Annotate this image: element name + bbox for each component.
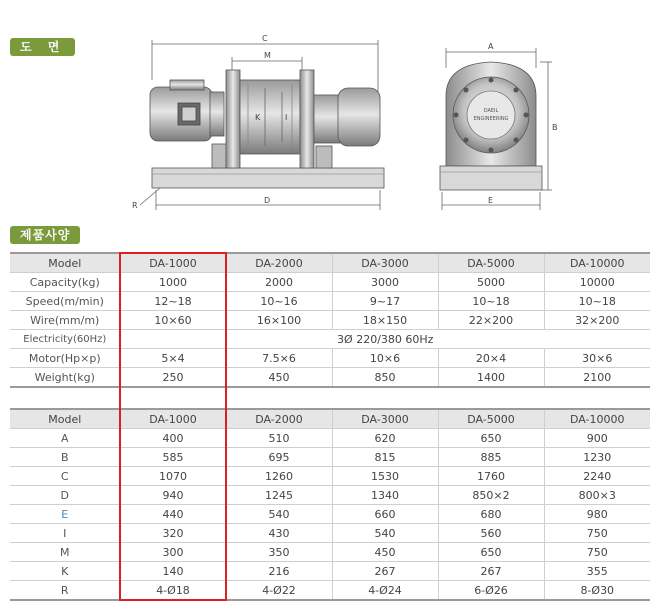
row-label: B [10, 448, 120, 467]
table-cell: 400 [120, 429, 226, 448]
table-cell: 1245 [226, 486, 332, 505]
table-row [10, 448, 650, 467]
svg-text:B: B [552, 123, 558, 132]
table-cell: 8-Ø30 [544, 581, 650, 601]
winch-technical-drawing [0, 0, 665, 220]
table-cell: 510 [226, 429, 332, 448]
table-cell: 10~18 [544, 292, 650, 311]
table-cell: 7.5×6 [226, 349, 332, 368]
table-cell: 12~18 [120, 292, 226, 311]
table-cell: 9~17 [332, 292, 438, 311]
table-cell: 300 [120, 543, 226, 562]
table-cell: 815 [332, 448, 438, 467]
table-cell: 1760 [438, 467, 544, 486]
table-cell: 1000 [120, 273, 226, 292]
drawing-section-title: 도 면 [10, 38, 75, 56]
svg-text:M: M [264, 51, 271, 60]
table-cell: 620 [332, 429, 438, 448]
table-cell: 560 [438, 524, 544, 543]
table-cell: 1400 [438, 368, 544, 388]
table-cell: 22×200 [438, 311, 544, 330]
svg-text:ENGINEERING: ENGINEERING [473, 116, 509, 122]
svg-text:D: D [264, 196, 271, 205]
table-cell: 10~18 [438, 292, 544, 311]
table-cell: 216 [226, 562, 332, 581]
svg-text:DAEIL: DAEIL [483, 108, 499, 114]
table-cell: 750 [544, 524, 650, 543]
svg-text:R: R [132, 201, 138, 210]
svg-text:I: I [285, 113, 288, 122]
table-header-row [10, 409, 650, 429]
row-label: E [10, 505, 120, 524]
table-cell: 800×3 [544, 486, 650, 505]
table-cell: 4-Ø24 [332, 581, 438, 601]
table-cell: 10000 [544, 273, 650, 292]
table-cell: 10~16 [226, 292, 332, 311]
table-cell: 1230 [544, 448, 650, 467]
table-row [10, 467, 650, 486]
table-cell: 850×2 [438, 486, 544, 505]
table-cell: 10×6 [332, 349, 438, 368]
table-cell: 10×60 [120, 311, 226, 330]
table-cell: 320 [120, 524, 226, 543]
table-row [10, 330, 650, 349]
spec-table-capacity [10, 252, 650, 388]
table-row [10, 486, 650, 505]
row-label: K [10, 562, 120, 581]
table-row [10, 292, 650, 311]
table-row [10, 581, 650, 601]
table-row [10, 273, 650, 292]
header-cell: DA-1000 [120, 409, 226, 429]
table-cell: 940 [120, 486, 226, 505]
svg-text:C: C [262, 34, 268, 43]
table-cell: 540 [332, 524, 438, 543]
row-label: Speed(m/min) [10, 292, 120, 311]
table-cell: 680 [438, 505, 544, 524]
table-cell: 4-Ø18 [120, 581, 226, 601]
table-cell: 30×6 [544, 349, 650, 368]
header-cell: DA-2000 [226, 253, 332, 273]
row-label: A [10, 429, 120, 448]
row-label: M [10, 543, 120, 562]
row-label: R [10, 581, 120, 601]
table-cell: 2000 [226, 273, 332, 292]
table-cell: 650 [438, 543, 544, 562]
row-label: I [10, 524, 120, 543]
svg-text:K: K [255, 113, 261, 122]
row-label: D [10, 486, 120, 505]
row-label: C [10, 467, 120, 486]
table-cell: 355 [544, 562, 650, 581]
table-cell: 2100 [544, 368, 650, 388]
table-cell: 267 [332, 562, 438, 581]
table-cell: 16×100 [226, 311, 332, 330]
header-cell: DA-10000 [544, 409, 650, 429]
table-row [10, 524, 650, 543]
table-cell: 350 [226, 543, 332, 562]
table-cell: 267 [438, 562, 544, 581]
table-cell: 440 [120, 505, 226, 524]
header-cell: Model [10, 409, 120, 429]
table-row [10, 349, 650, 368]
row-label: Motor(Hp×p) [10, 349, 120, 368]
spec-table-dimensions [10, 408, 650, 601]
table-cell: 850 [332, 368, 438, 388]
header-cell: DA-2000 [226, 409, 332, 429]
table-row [10, 505, 650, 524]
table-cell: 650 [438, 429, 544, 448]
table-cell: 450 [332, 543, 438, 562]
row-label: Electricity(60Hz) [10, 330, 120, 349]
table-cell: 1530 [332, 467, 438, 486]
row-label: Weight(kg) [10, 368, 120, 388]
table-cell: 695 [226, 448, 332, 467]
table-cell: 250 [120, 368, 226, 388]
table-cell: 430 [226, 524, 332, 543]
table-cell: 6-Ø26 [438, 581, 544, 601]
table-cell: 5×4 [120, 349, 226, 368]
svg-text:E: E [488, 196, 494, 205]
header-cell: DA-1000 [120, 253, 226, 273]
table-cell: 20×4 [438, 349, 544, 368]
table-cell: 5000 [438, 273, 544, 292]
header-cell: DA-3000 [332, 253, 438, 273]
table-cell: 140 [120, 562, 226, 581]
table-row [10, 429, 650, 448]
table-cell: 540 [226, 505, 332, 524]
table-cell: 1340 [332, 486, 438, 505]
table-cell: 900 [544, 429, 650, 448]
table-cell: 4-Ø22 [226, 581, 332, 601]
table-row [10, 562, 650, 581]
table-row [10, 543, 650, 562]
side-view [140, 40, 384, 210]
table-cell: 2240 [544, 467, 650, 486]
header-cell: DA-5000 [438, 409, 544, 429]
table-cell: 1070 [120, 467, 226, 486]
table-row [10, 368, 650, 388]
row-label: Capacity(kg) [10, 273, 120, 292]
row-label: Wire(mm/m) [10, 311, 120, 330]
table-row [10, 311, 650, 330]
merged-cell: 3Ø 220/380 60Hz [120, 330, 650, 349]
table-cell: 3000 [332, 273, 438, 292]
table-cell: 980 [544, 505, 650, 524]
svg-text:A: A [488, 42, 494, 51]
table-cell: 32×200 [544, 311, 650, 330]
header-cell: DA-5000 [438, 253, 544, 273]
front-view [440, 48, 552, 210]
table-cell: 450 [226, 368, 332, 388]
spec-section-title: 제품사양 [10, 226, 80, 244]
header-cell: DA-3000 [332, 409, 438, 429]
header-cell: DA-10000 [544, 253, 650, 273]
table-cell: 1260 [226, 467, 332, 486]
table-cell: 885 [438, 448, 544, 467]
table-header-row [10, 253, 650, 273]
table-cell: 18×150 [332, 311, 438, 330]
table-cell: 660 [332, 505, 438, 524]
header-cell: Model [10, 253, 120, 273]
table-cell: 585 [120, 448, 226, 467]
table-cell: 750 [544, 543, 650, 562]
